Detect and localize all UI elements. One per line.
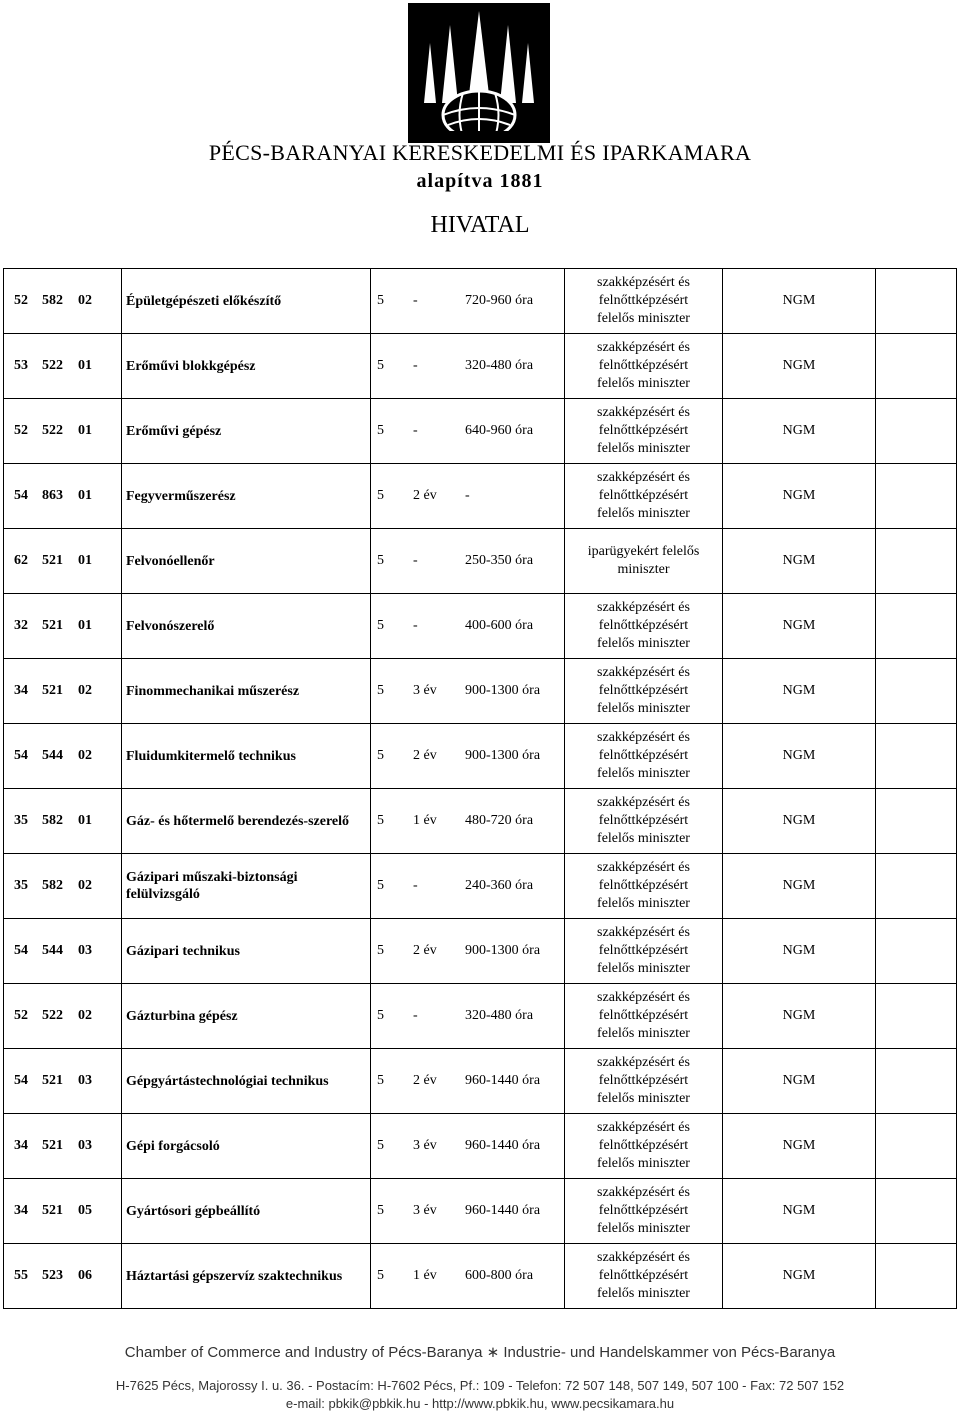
table-row	[4, 464, 957, 529]
level: 5	[377, 813, 384, 828]
hours: 960-1440 óra	[465, 1203, 541, 1218]
qualification-name: Gázturbina gépész	[122, 984, 371, 1049]
hours: 900-1300 óra	[465, 748, 541, 763]
qualification-info	[371, 1244, 565, 1309]
qualification-code: 62 521 01	[4, 529, 122, 594]
ministry-code: NGM	[723, 334, 876, 399]
empty-cell	[876, 1114, 957, 1179]
level: 5	[377, 358, 384, 373]
hours: 720-960 óra	[465, 293, 534, 308]
hours: 600-800 óra	[465, 1268, 534, 1283]
empty-cell	[876, 464, 957, 529]
duration: -	[413, 358, 418, 373]
level: 5	[377, 748, 384, 763]
qualification-code: 32 521 01	[4, 594, 122, 659]
qualification-name: Gázipari műszaki-biztonsági felülvizsgáló	[122, 854, 371, 919]
hours: 320-480 óra	[465, 1008, 534, 1023]
duration: 3 év	[413, 1203, 437, 1218]
qualification-name: Fegyverműszerész	[122, 464, 371, 529]
qualification-code: 52 522 01	[4, 399, 122, 464]
qualification-info	[371, 464, 565, 529]
ministry-code: NGM	[723, 529, 876, 594]
qualification-info	[371, 659, 565, 724]
organization-name: PÉCS-BARANYAI KERESKEDELMI ÉS IPARKAMARA	[208, 140, 752, 165]
qualification-info	[371, 789, 565, 854]
qualification-code: 54 863 01	[4, 464, 122, 529]
qualification-code: 52 582 02	[4, 269, 122, 334]
qualification-name: Gépgyártástechnológiai technikus	[122, 1049, 371, 1114]
ministry-code: NGM	[723, 1049, 876, 1114]
level: 5	[377, 1268, 384, 1283]
ministry-code: NGM	[723, 464, 876, 529]
responsible-authority: szakképzésért és felnőttképzésért felelős miniszter	[565, 789, 723, 854]
duration: 2 év	[413, 488, 437, 503]
empty-cell	[876, 1179, 957, 1244]
ministry-code: NGM	[723, 1179, 876, 1244]
level: 5	[377, 943, 384, 958]
ministry-code: NGM	[723, 399, 876, 464]
qualification-info	[371, 854, 565, 919]
level: 5	[377, 1138, 384, 1153]
ministry-code: NGM	[723, 1244, 876, 1309]
table-row	[4, 334, 957, 399]
responsible-authority: szakképzésért és felnőttképzésért felelős miniszter	[565, 1049, 723, 1114]
hours: 900-1300 óra	[465, 943, 541, 958]
empty-cell	[876, 984, 957, 1049]
empty-cell	[876, 529, 957, 594]
qualification-info	[371, 399, 565, 464]
qualification-info	[371, 594, 565, 659]
level: 5	[377, 423, 384, 438]
level: 5	[377, 488, 384, 503]
responsible-authority: szakképzésért és felnőttképzésért felelős miniszter	[565, 919, 723, 984]
duration: 2 év	[413, 748, 437, 763]
ministry-code: NGM	[723, 594, 876, 659]
responsible-authority: szakképzésért és felnőttképzésért felelős miniszter	[565, 334, 723, 399]
qualification-name: Erőművi blokkgépész	[122, 334, 371, 399]
ministry-code: NGM	[723, 724, 876, 789]
duration: -	[413, 878, 418, 893]
ministry-code: NGM	[723, 1114, 876, 1179]
table-row	[4, 1244, 957, 1309]
empty-cell	[876, 789, 957, 854]
empty-cell	[876, 1049, 957, 1114]
qualification-info	[371, 1179, 565, 1244]
table-row	[4, 919, 957, 984]
footer-address: H-7625 Pécs, Majorossy I. u. 36. - Postacím: H-7602 Pécs, Pf.: 109 - Telefon: 72 507 148, 507 149, 507 100 - Fax: 72 507 152	[115, 1378, 845, 1393]
table-row	[4, 724, 957, 789]
level: 5	[377, 553, 384, 568]
duration: 2 év	[413, 943, 437, 958]
empty-cell	[876, 724, 957, 789]
qualification-code: 34 521 05	[4, 1179, 122, 1244]
qualification-name: Gyártósori gépbeállító	[122, 1179, 371, 1244]
level: 5	[377, 293, 384, 308]
table-row	[4, 399, 957, 464]
hours: 320-480 óra	[465, 358, 534, 373]
hours: 960-1440 óra	[465, 1073, 541, 1088]
ministry-code: NGM	[723, 919, 876, 984]
qualification-info	[371, 984, 565, 1049]
ministry-code: NGM	[723, 659, 876, 724]
duration: 1 év	[413, 1268, 437, 1283]
empty-cell	[876, 594, 957, 659]
table-row	[4, 659, 957, 724]
qualification-name: Fluidumkitermelő technikus	[122, 724, 371, 789]
qualification-code: 54 521 03	[4, 1049, 122, 1114]
table-row	[4, 854, 957, 919]
hours: 960-1440 óra	[465, 1138, 541, 1153]
empty-cell	[876, 854, 957, 919]
qualification-code: 34 521 03	[4, 1114, 122, 1179]
table-row	[4, 594, 957, 659]
responsible-authority: szakképzésért és felnőttképzésért felelős miniszter	[565, 854, 723, 919]
responsible-authority: szakképzésért és felnőttképzésért felelős miniszter	[565, 1179, 723, 1244]
hours: 250-350 óra	[465, 553, 534, 568]
responsible-authority: szakképzésért és felnőttképzésért felelős miniszter	[565, 659, 723, 724]
qualification-info	[371, 1114, 565, 1179]
ministry-code: NGM	[723, 269, 876, 334]
footer-chamber-names: Chamber of Commerce and Industry of Pécs-Baranya ∗ Industrie- und Handelskammer von Pécs-Baranya	[124, 1344, 836, 1361]
level: 5	[377, 1203, 384, 1218]
qualification-code: 53 522 01	[4, 334, 122, 399]
duration: 3 év	[413, 683, 437, 698]
qualification-info	[371, 269, 565, 334]
qualification-name: Háztartási gépszervíz szaktechnikus	[122, 1244, 371, 1309]
qualifications-table	[3, 268, 957, 1309]
duration: -	[413, 293, 418, 308]
qualification-code: 35 582 01	[4, 789, 122, 854]
hours: 640-960 óra	[465, 423, 534, 438]
ministry-code: NGM	[723, 854, 876, 919]
qualification-name: Gépi forgácsoló	[122, 1114, 371, 1179]
responsible-authority: szakképzésért és felnőttképzésért felelős miniszter	[565, 399, 723, 464]
empty-cell	[876, 399, 957, 464]
hours: 400-600 óra	[465, 618, 534, 633]
table-row	[4, 789, 957, 854]
duration: -	[413, 1008, 418, 1023]
table-row	[4, 1049, 957, 1114]
hours: -	[465, 488, 470, 503]
table-row	[4, 269, 957, 334]
empty-cell	[876, 269, 957, 334]
qualification-code: 54 544 03	[4, 919, 122, 984]
table-row	[4, 1114, 957, 1179]
qualification-name: Gázipari technikus	[122, 919, 371, 984]
empty-cell	[876, 659, 957, 724]
responsible-authority: szakképzésért és felnőttképzésért felelős miniszter	[565, 1244, 723, 1309]
qualification-code: 54 544 02	[4, 724, 122, 789]
chamber-logo-icon	[408, 3, 550, 143]
qualification-name: Felvonóellenőr	[122, 529, 371, 594]
duration: 1 év	[413, 813, 437, 828]
duration: -	[413, 423, 418, 438]
level: 5	[377, 618, 384, 633]
level: 5	[377, 1073, 384, 1088]
duration: -	[413, 618, 418, 633]
level: 5	[377, 1008, 384, 1023]
responsible-authority: szakképzésért és felnőttképzésért felelős miniszter	[565, 724, 723, 789]
qualification-code: 34 521 02	[4, 659, 122, 724]
empty-cell	[876, 334, 957, 399]
hours: 480-720 óra	[465, 813, 534, 828]
hours: 900-1300 óra	[465, 683, 541, 698]
ministry-code: NGM	[723, 984, 876, 1049]
letterhead	[0, 0, 960, 250]
responsible-authority: szakképzésért és felnőttképzésért felelős miniszter	[565, 464, 723, 529]
qualification-info	[371, 724, 565, 789]
table-body	[4, 269, 957, 1309]
page-title: HIVATAL	[430, 212, 530, 238]
table-row	[4, 1179, 957, 1244]
level: 5	[377, 878, 384, 893]
empty-cell	[876, 919, 957, 984]
responsible-authority: szakképzésért és felnőttképzésért felelős miniszter	[565, 594, 723, 659]
qualification-info	[371, 529, 565, 594]
footer-contact: e-mail: pbkik@pbkik.hu - http://www.pbkik.hu, www.pecsikamara.hu	[285, 1396, 675, 1411]
qualification-name: Finommechanikai műszerész	[122, 659, 371, 724]
ministry-code: NGM	[723, 789, 876, 854]
duration: 3 év	[413, 1138, 437, 1153]
responsible-authority: szakképzésért és felnőttképzésért felelős miniszter	[565, 984, 723, 1049]
level: 5	[377, 683, 384, 698]
qualification-name: Felvonószerelő	[122, 594, 371, 659]
qualification-code: 52 522 02	[4, 984, 122, 1049]
responsible-authority: szakképzésért és felnőttképzésért felelős miniszter	[565, 269, 723, 334]
qualification-code: 35 582 02	[4, 854, 122, 919]
qualification-code: 55 523 06	[4, 1244, 122, 1309]
responsible-authority: szakképzésért és felnőttképzésért felelős miniszter	[565, 1114, 723, 1179]
qualification-info	[371, 334, 565, 399]
qualification-info	[371, 1049, 565, 1114]
responsible-authority: iparügyekért felelős miniszter	[565, 529, 723, 594]
qualification-name: Erőművi gépész	[122, 399, 371, 464]
hours: 240-360 óra	[465, 878, 534, 893]
duration: -	[413, 553, 418, 568]
duration: 2 év	[413, 1073, 437, 1088]
empty-cell	[876, 1244, 957, 1309]
founded-year: alapítva 1881	[416, 170, 544, 192]
qualification-info	[371, 919, 565, 984]
qualification-name: Épületgépészeti előkészítő	[122, 269, 371, 334]
table-row	[4, 984, 957, 1049]
qualification-name: Gáz- és hőtermelő berendezés-szerelő	[122, 789, 371, 854]
table-row	[4, 529, 957, 594]
